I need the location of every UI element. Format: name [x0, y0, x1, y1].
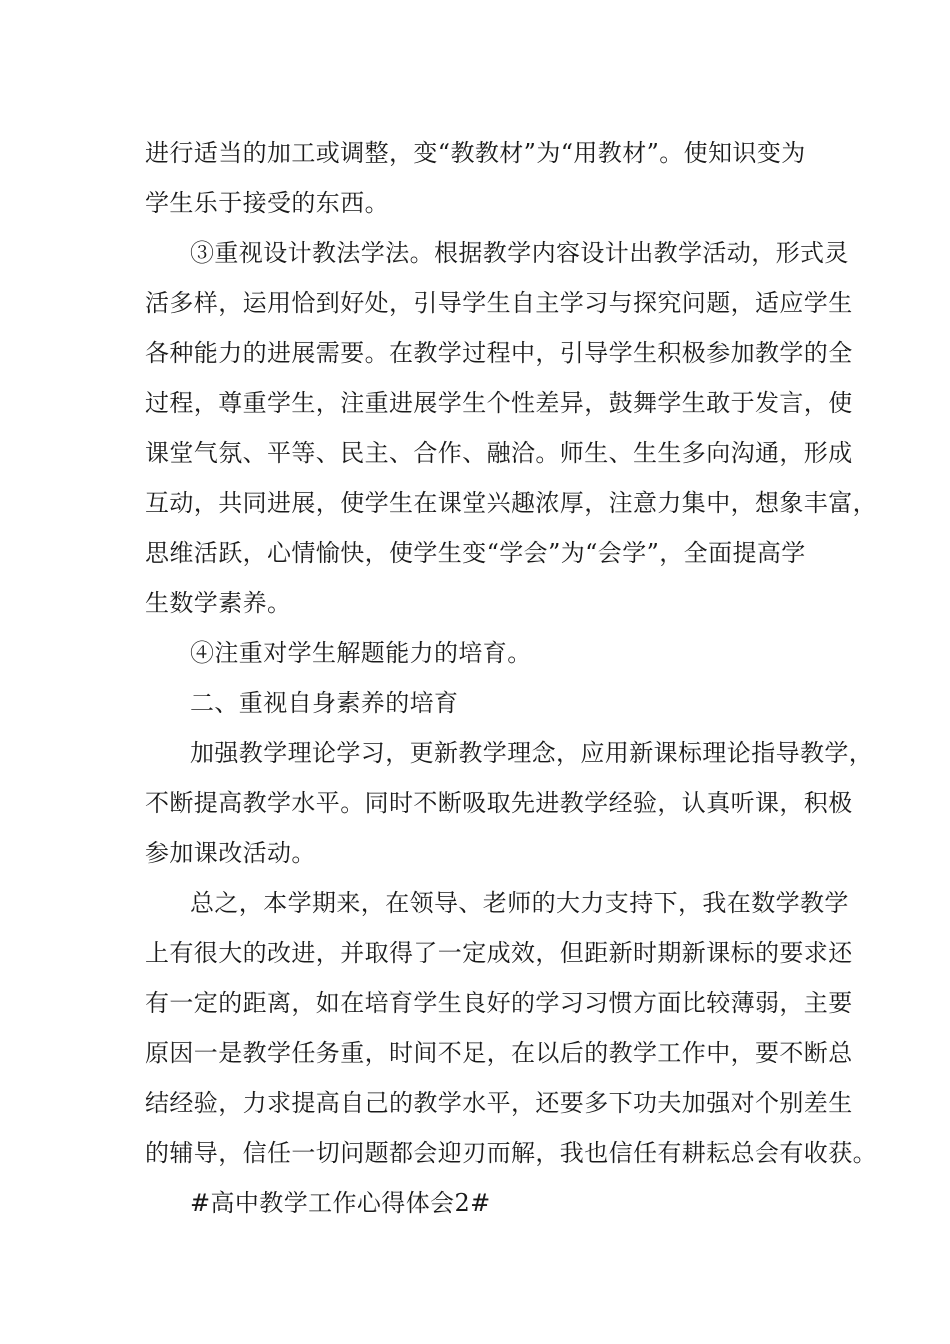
text-line: 上有很大的改进，并取得了一定成效，但距新时期新课标的要求还 — [145, 939, 853, 967]
text-line: 进行适当的加工或调整，变“教教材”为“用教材”。使知识变为 — [145, 139, 806, 167]
text-line: ③重视设计教法学法。根据教学内容设计出教学活动，形式灵 — [190, 239, 849, 267]
text-line: 各种能力的进展需要。在教学过程中，引导学生积极参加教学的全 — [145, 339, 853, 367]
section-heading: 二、重视自身素养的培育 — [190, 689, 459, 717]
text-line: 结经验，力求提高自己的教学水平，还要多下功夫加强对个别差生 — [145, 1089, 853, 1117]
text-line: 思维活跃，心情愉快，使学生变“学会”为“会学”，全面提高学 — [145, 539, 806, 567]
text-line: 有一定的距离，如在培育学生良好的学习习惯方面比较薄弱，主要 — [145, 989, 853, 1017]
text-line: 过程，尊重学生，注重进展学生个性差异，鼓舞学生敢于发言，使 — [145, 389, 853, 417]
text-line: 参加课改活动。 — [145, 839, 316, 867]
text-line: 课堂气氛、平等、民主、合作、融洽。师生、生生多向沟通，形成 — [145, 439, 853, 467]
text-line: 不断提高教学水平。同时不断吸取先进教学经验，认真听课，积极 — [145, 789, 853, 817]
text-line: 互动，共同进展，使学生在课堂兴趣浓厚，注意力集中，想象丰富， — [145, 489, 877, 517]
text-line: 学生乐于接受的东西。 — [145, 189, 389, 217]
text-line: 活多样，运用恰到好处，引导学生自主学习与探究问题，适应学生 — [145, 289, 853, 317]
text-line: ④注重对学生解题能力的培育。 — [190, 639, 532, 667]
text-line: 总之，本学期来，在领导、老师的大力支持下，我在数学教学 — [190, 889, 849, 917]
section-title-marker: #高中教学工作心得体会2# — [190, 1189, 491, 1217]
text-line: 生数学素养。 — [145, 589, 292, 617]
text-line: 加强教学理论学习，更新教学理念，应用新课标理论指导教学， — [190, 739, 874, 767]
text-line: 的辅导，信任一切问题都会迎刃而解，我也信任有耕耘总会有收获。 — [145, 1139, 877, 1167]
text-line: 原因一是教学任务重，时间不足，在以后的教学工作中，要不断总 — [145, 1039, 853, 1067]
